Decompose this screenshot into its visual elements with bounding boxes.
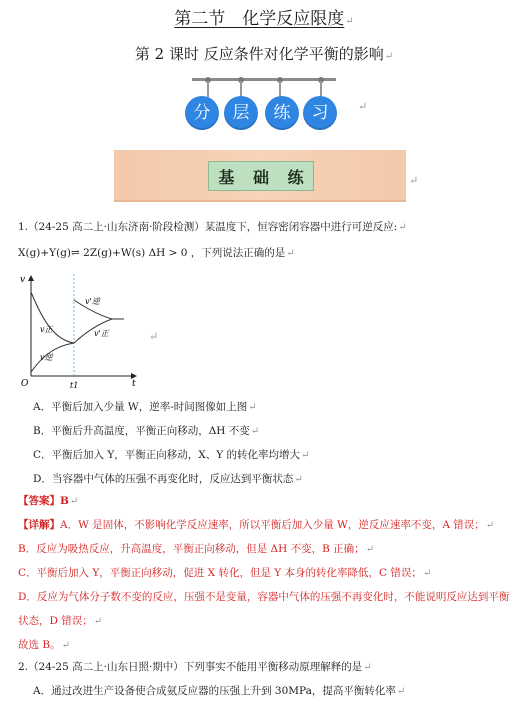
tab-fen: 分 [185,96,219,130]
q1-explanation-d-cont: 状态，D 错误；↵ [18,615,103,627]
banner-char: 练 [287,167,304,187]
q1-conclusion: 故选 B。↵ [18,639,70,651]
banner-label [208,161,314,191]
q1-option-d: D．当容器中气体的压强不再变化时，反应达到平衡状态↵ [33,473,303,485]
origin-label: O [21,379,29,389]
forward-rate-curve [31,292,74,343]
section-title: 第二节 化学反应限度↵ [174,9,354,29]
rope-line [192,78,336,81]
q2-option-a: A．通过改进生产设备使合成氨反应器的压强上升到 30MPa，提高平衡转化率↵ [33,685,406,697]
t1-label: t1 [70,381,79,390]
q1-explanation-c: C．平衡后加入 Y，平衡正向移动，促进 X 转化，但是 Y 本身的转化率降低，C 错误；↵ [18,567,432,579]
tab-lian: 练 [265,96,299,130]
q1-explanation-d: D．反应为气体分子数不变的反应，压强不是变量，容器中气体的压强不再变化时，不能说明反应达到平衡 [18,591,510,603]
paragraph-mark: ↵ [409,174,419,187]
rope-string [207,81,209,97]
banner-char: 础 [252,167,269,187]
paragraph-mark: ↵ [149,330,159,343]
q1-explanation-b: B．反应为吸热反应，升高温度，平衡正向移动，但是 ΔH 不变，B 正确；↵ [18,543,375,555]
tab-ceng: 层 [224,96,258,130]
section-banner [114,150,406,202]
q1-option-a: A．平衡后加入少量 W，逆率-时间图像如上图↵ [33,401,257,413]
x-axis-label: t [132,379,136,389]
v-reverse-new-label: v'逆 [85,297,100,306]
v-forward-new-label: v'正 [94,329,109,338]
q1-option-b: B．平衡后升高温度，平衡正向移动，ΔH 不变↵ [33,425,260,437]
v-forward-label: v正 [40,325,53,334]
lesson-title: 第 2 课时 反应条件对化学平衡的影响↵ [134,45,394,63]
q1-equation: X(g)+Y(g)⇌ 2Z(g)+W(s) ΔH > 0 ，下列说法正确的是↵ [18,247,295,259]
rope-string [240,81,242,97]
paragraph-mark: ↵ [358,100,368,113]
q1-stem: 1.（24-25 高二上·山东济南·阶段检测）某温度下，恒容密闭容器中进行可逆反应:↵ [18,221,407,233]
tab-xi: 习 [303,96,337,130]
q1-answer: 【答案】B↵ [18,495,79,507]
rope-string [279,81,281,97]
rate-time-graph [14,272,144,392]
v-reverse-label: v逆 [40,353,53,362]
banner-char: 基 [218,167,235,187]
q2-stem: 2.（24-25 高二上·山东日照·期中）下列事实不能用平衡移动原理解释的是↵ [18,661,372,673]
rope-string [320,81,322,97]
q1-option-c: C．平衡后加入 Y，平衡正向移动，X、Y 的转化率均增大↵ [33,449,310,461]
q1-explanation-a: 【详解】A．W 是固体，不影响化学反应速率，所以平衡后加入少量 W，逆反应速率不变，A 错误；↵ [18,519,495,531]
y-axis-label: v [20,275,26,285]
